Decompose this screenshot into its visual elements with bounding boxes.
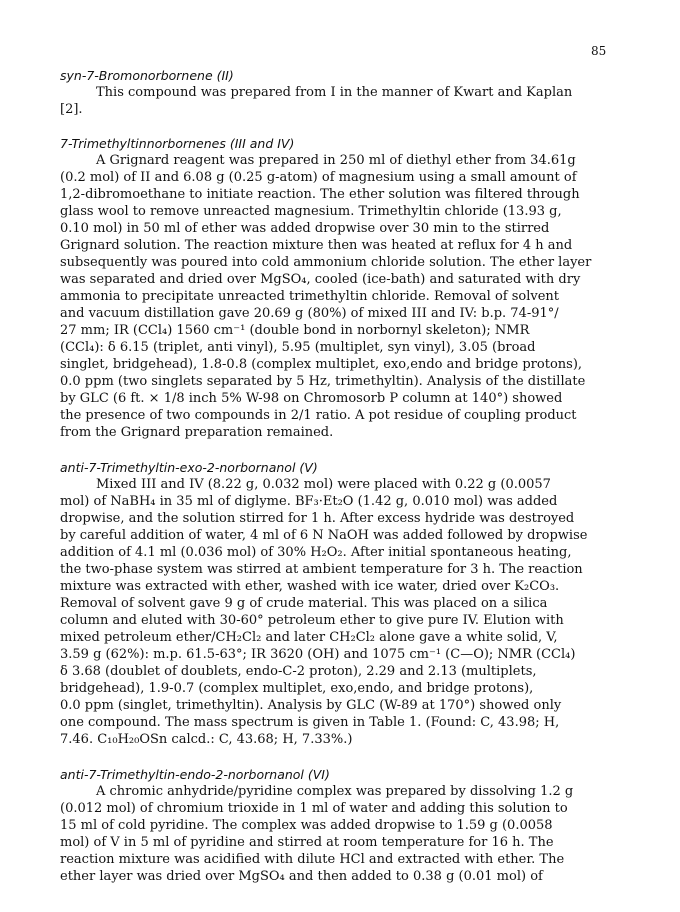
text-line: the presence of two compounds in 2/1 ratio. A pot residue of coupling product <box>60 408 577 423</box>
text-line: by careful addition of water, 4 ml of 6 N NaOH was added followed by dropwise <box>60 528 588 543</box>
text-line: This compound was prepared from I in the manner of Kwart and Kaplan <box>96 85 573 100</box>
text-line: singlet, bridgehead), 1.8-0.8 (complex multiplet, exo,endo and bridge protons), <box>60 357 583 372</box>
text-line: [2]. <box>60 102 83 117</box>
text-line: ether layer was dried over MgSO₄ and then added to 0.38 g (0.01 mol) of <box>60 869 543 884</box>
text-line: ammonia to precipitate unreacted trimethyltin chloride. Removal of solvent <box>60 289 560 304</box>
text-line: Grignard solution. The reaction mixture then was heated at reflux for 4 h and <box>60 238 573 253</box>
section-heading: 7-Trimethyltinnorbornenes (III and IV) <box>60 136 295 151</box>
text-line: mixture was extracted with ether, washed with ice water, dried over K₂CO₃. <box>60 579 560 594</box>
text-line: Mixed III and IV (8.22 g, 0.032 mol) were placed with 0.22 g (0.0057 <box>96 477 551 492</box>
text-line: glass wool to remove unreacted magnesium. Trimethyltin chloride (13.93 g, <box>60 204 562 219</box>
text-line: mixed petroleum ether/CH₂Cl₂ and later CH₂Cl₂ alone gave a white solid, V, <box>60 630 558 645</box>
section-heading: anti-7-Trimethyltin-exo-2-norbornanol (V) <box>60 460 318 475</box>
text-line: reaction mixture was acidified with dilute HCl and extracted with ether. The <box>60 852 565 867</box>
text-line: from the Grignard preparation remained. <box>60 425 334 440</box>
section-heading: syn-7-Bromonorbornene (II) <box>60 68 234 83</box>
text-line: and vacuum distillation gave 20.69 g (80%) of mixed III and IV: b.p. 74-91°/ <box>60 306 559 321</box>
text-line: mol) of V in 5 ml of pyridine and stirred at room temperature for 16 h. The <box>60 835 554 850</box>
text-line: δ 3.68 (doublet of doublets, endo-C-2 proton), 2.29 and 2.13 (multiplets, <box>60 664 537 679</box>
text-line: column and eluted with 30-60° petroleum ether to give pure IV. Elution with <box>60 613 564 628</box>
text-line: 0.10 mol) in 50 ml of ether was added dropwise over 30 min to the stirred <box>60 221 550 236</box>
text-line: A Grignard reagent was prepared in 250 ml of diethyl ether from 34.61g <box>96 153 576 168</box>
text-line: 7.46. C₁₀H₂₀OSn calcd.: C, 43.68; H, 7.33%.) <box>60 732 353 747</box>
text-line: 0.0 ppm (singlet, trimethyltin). Analysis by GLC (W-89 at 170°) showed only <box>60 698 562 713</box>
text-line: bridgehead), 1.9-0.7 (complex multiplet, exo,endo, and bridge protons), <box>60 681 534 696</box>
text-line: addition of 4.1 ml (0.036 mol) of 30% H₂O₂. After initial spontaneous heating, <box>60 545 572 560</box>
text-line: (0.012 mol) of chromium trioxide in 1 ml of water and adding this solution to <box>60 801 568 816</box>
text-line: 15 ml of cold pyridine. The complex was added dropwise to 1.59 g (0.0058 <box>60 818 553 833</box>
text-line: (0.2 mol) of II and 6.08 g (0.25 g-atom) of magnesium using a small amount of <box>60 170 577 185</box>
text-line: A chromic anhydride/pyridine complex was prepared by dissolving 1.2 g <box>96 784 574 799</box>
page-number: 85 <box>591 44 607 58</box>
text-line: 3.59 g (62%): m.p. 61.5-63°; IR 3620 (OH) and 1075 cm⁻¹ (C—O); NMR (CCl₄) <box>60 647 576 662</box>
text-line: subsequently was poured into cold ammonium chloride solution. The ether layer <box>60 255 592 270</box>
text-line: 0.0 ppm (two singlets separated by 5 Hz, trimethyltin). Analysis of the distillate <box>60 374 586 389</box>
text-line: was separated and dried over MgSO₄, cooled (ice-bath) and saturated with dry <box>60 272 581 287</box>
text-line: one compound. The mass spectrum is given in Table 1. (Found: C, 43.98; H, <box>60 715 560 730</box>
text-line: Removal of solvent gave 9 g of crude material. This was placed on a silica <box>60 596 548 611</box>
text-line: the two-phase system was stirred at ambient temperature for 3 h. The reaction <box>60 562 583 577</box>
text-line: mol) of NaBH₄ in 35 ml of diglyme. BF₃·Et₂O (1.42 g, 0.010 mol) was added <box>60 494 558 509</box>
text-line: 1,2-dibromoethane to initiate reaction. The ether solution was filtered through <box>60 187 580 202</box>
text-line: (CCl₄): δ 6.15 (triplet, anti vinyl), 5.95 (multiplet, syn vinyl), 3.05 (broad <box>60 340 536 355</box>
text-line: by GLC (6 ft. × 1/8 inch 5% W-98 on Chromosorb P column at 140°) showed <box>60 391 563 406</box>
text-line: 27 mm; IR (CCl₄) 1560 cm⁻¹ (double bond in norbornyl skeleton); NMR <box>60 323 530 338</box>
section-heading: anti-7-Trimethyltin-endo-2-norbornanol (VI) <box>60 767 330 782</box>
text-line: dropwise, and the solution stirred for 1 h. After excess hydride was destroyed <box>60 511 575 526</box>
